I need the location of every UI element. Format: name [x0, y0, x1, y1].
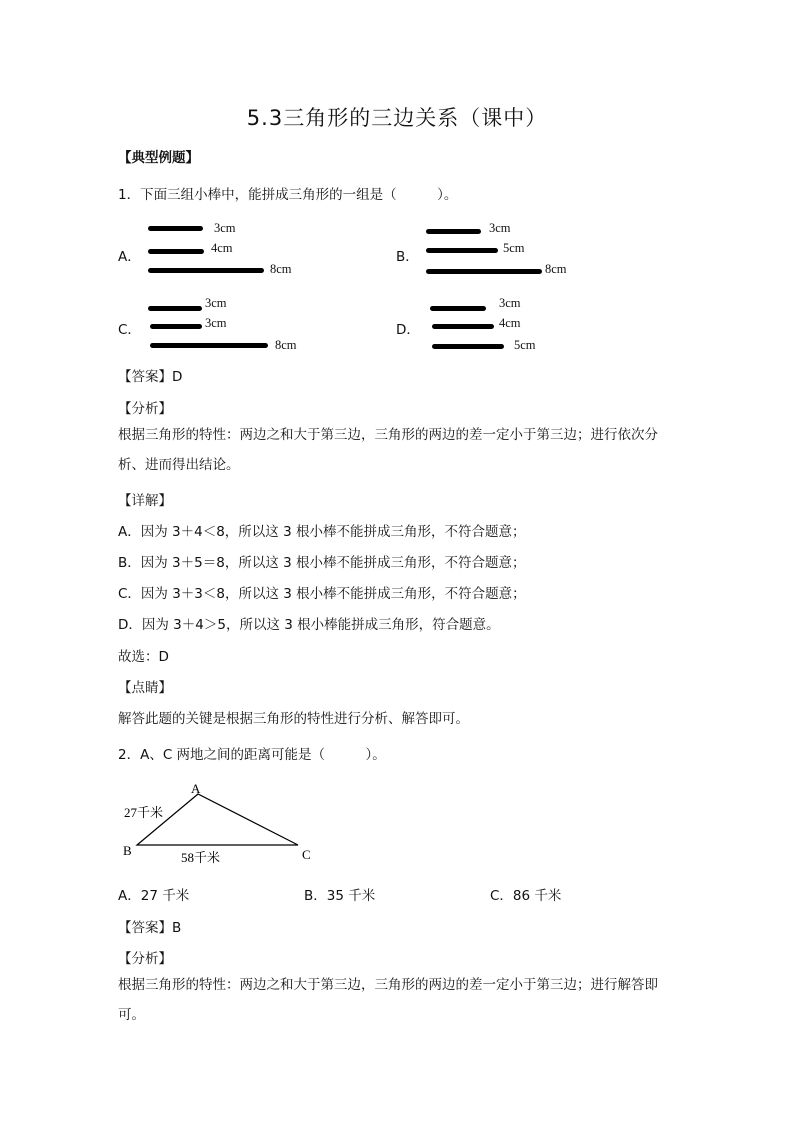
q2-vertex-c: C: [302, 847, 311, 862]
q1-c-length-3: 8cm: [275, 338, 297, 352]
q1-c-stick-2: [150, 324, 202, 329]
q1-option-d-letter: D．: [396, 322, 420, 338]
q1-c-stick-1: [148, 306, 202, 311]
q1-d-length-1: 3cm: [499, 296, 521, 310]
q2-analysis-label: 【分析】: [118, 951, 172, 967]
q1-option-b-letter: B．: [396, 249, 419, 265]
q2-side-bc-label: 58千米: [181, 850, 221, 865]
q1-c-length-1: 3cm: [205, 296, 227, 310]
q1-b-length-2: 5cm: [503, 241, 525, 255]
q1-analysis-text: 根据三角形的特性：两边之和大于第三边，三角形的两边的差一定小于第三边；进行依次分析、进而得出结论。: [118, 427, 658, 473]
q1-detail-a: A．因为 3＋4＜8，所以这 3 根小棒不能拼成三角形，不符合题意；: [118, 524, 526, 540]
q1-a-stick-1: [148, 226, 203, 231]
q1-c-length-2: 3cm: [205, 316, 227, 330]
q2-analysis-text: 根据三角形的特性：两边之和大于第三边，三角形的两边的差一定小于第三边；进行解答即可。: [118, 977, 658, 1023]
q1-detail-d: D．因为 3＋4＞5，所以这 3 根小棒能拼成三角形，符合题意。: [118, 617, 500, 633]
q1-d-stick-1: [430, 306, 486, 311]
q1-answer: 【答案】D: [118, 369, 183, 385]
q1-b-stick-3: [426, 269, 542, 274]
q1-option-c-letter: C．: [118, 322, 141, 338]
q1-a-length-2: 4cm: [211, 241, 233, 255]
q2-triangle-figure: [118, 775, 338, 870]
q1-b-length-1: 3cm: [489, 221, 511, 235]
q2-option-a: A．27 千米: [118, 888, 190, 904]
q1-a-stick-3: [148, 268, 264, 273]
q1-d-stick-3: [432, 344, 504, 349]
q1-stem: 1．下面三组小棒中，能拼成三角形的一组是（ ）。: [118, 187, 458, 203]
q1-a-length-1: 3cm: [214, 221, 236, 235]
q2-stem: 2．A、C 两地之间的距离可能是（ ）。: [118, 747, 386, 763]
q1-detail-b: B．因为 3＋5＝8，所以这 3 根小棒不能拼成三角形，不符合题意；: [118, 555, 526, 571]
q1-c-stick-3: [150, 343, 268, 348]
section-label: 【典型例题】: [118, 150, 199, 166]
q1-a-length-3: 8cm: [270, 262, 292, 276]
q2-side-ab-label: 27千米: [124, 805, 164, 820]
q1-b-stick-1: [426, 229, 481, 234]
q1-b-stick-2: [426, 248, 498, 253]
q1-comment-text: 解答此题的关键是根据三角形的特性进行分析、解答即可。: [118, 711, 469, 727]
q2-option-c: C．86 千米: [490, 888, 562, 904]
q1-analysis-label: 【分析】: [118, 401, 172, 417]
q1-b-length-3: 8cm: [545, 262, 567, 276]
q1-choice: 故选：D: [118, 649, 169, 665]
q2-option-b: B．35 千米: [304, 888, 376, 904]
q1-d-length-3: 5cm: [514, 338, 536, 352]
q2-answer: 【答案】B: [118, 920, 182, 936]
q1-a-stick-2: [148, 249, 204, 254]
q1-detail-label: 【详解】: [118, 493, 172, 509]
q1-comment-label: 【点睛】: [118, 680, 172, 696]
q1-d-length-2: 4cm: [499, 316, 521, 330]
q2-vertex-b: B: [123, 843, 132, 858]
q2-vertex-a: A: [191, 781, 201, 796]
page-title: 5.3三角形的三边关系（课中）: [246, 106, 548, 130]
q1-d-stick-2: [432, 324, 494, 329]
q1-option-a-letter: A．: [118, 249, 141, 265]
q1-detail-c: C．因为 3＋3＜8，所以这 3 根小棒不能拼成三角形，不符合题意；: [118, 586, 526, 602]
